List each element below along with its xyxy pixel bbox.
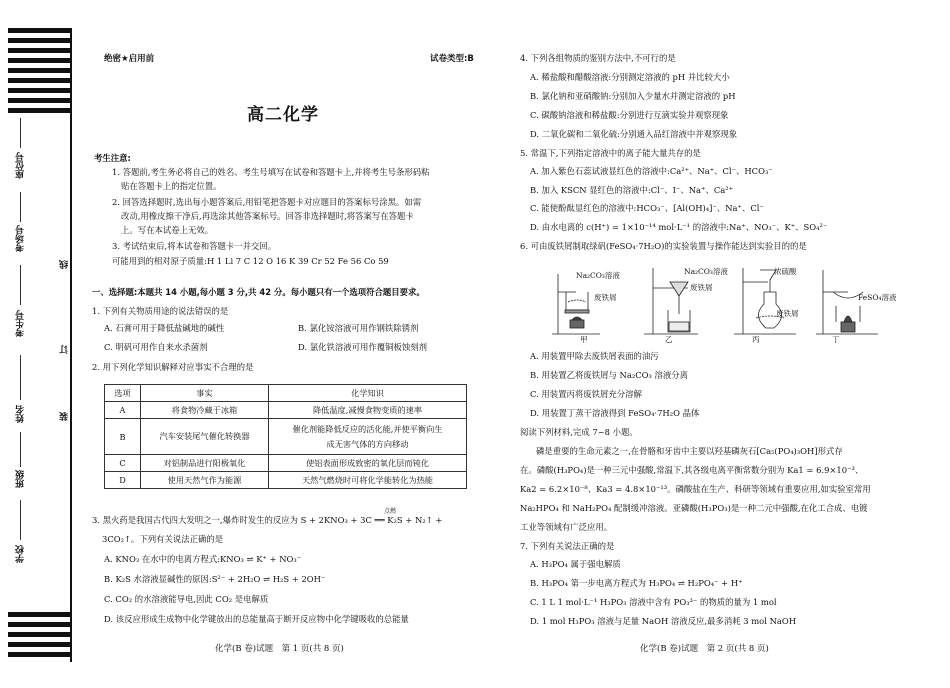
page-title: 高二化学 — [247, 105, 319, 125]
q4-option-a: A. 稀盐酸和醋酸溶液:分别测定溶液的 pH 并比较大小 — [530, 72, 730, 82]
table-header: 选项 — [105, 385, 141, 402]
table-cell: 汽车安装尾气催化转换器 — [141, 419, 269, 455]
binding-strip — [0, 0, 75, 688]
q1-stem: 1. 下列有关物质用途的说法错误的是 — [92, 306, 229, 316]
student-number-label: 考生号 — [16, 310, 26, 337]
table-cell: 将食物冷藏于冰箱 — [141, 402, 269, 419]
table-cell: 催化剂能降低反应的活化能,并使平衡向生成无害气体的方向移动 — [269, 419, 467, 455]
notice-heading: 考生注意: — [94, 153, 131, 163]
notice-line: 贴在答题卡上的指定位置。 — [121, 181, 222, 191]
table-header: 化学知识 — [269, 385, 467, 402]
q5-stem: 5. 常温下,下列指定溶液中的离子能大量共存的是 — [520, 148, 701, 158]
table-row — [105, 472, 467, 489]
q5-option-b: B. 加入 KSCN 显红色的溶液中:Cl⁻、I⁻、Na⁺、Ca²⁺ — [530, 185, 734, 195]
q6-option-c: C. 用装置丙将废铁屑充分溶解 — [530, 389, 642, 399]
reagent-label: 浓硫酸 — [774, 267, 797, 276]
apparatus-label: 丁 — [832, 335, 840, 344]
section-heading: 一、选择题:本题共 14 小题,每小题 3 分,共 42 分。每小题只有一个选项符合题目要求。 — [92, 287, 425, 297]
table-cell: C — [105, 455, 141, 472]
q5-option-d: D. 由水电离的 c(H⁺) = 1×10⁻¹⁴ mol·L⁻¹ 的溶液中:Na⁺、NO₃⁻、K⁺、SO₄²⁻ — [530, 222, 828, 232]
q1-option-c: C. 明矾可用作自来水杀菌剂 — [104, 342, 208, 352]
seat-number-label: 座位号 — [16, 152, 26, 179]
apparatus-bing — [734, 268, 796, 334]
name-line — [20, 355, 21, 400]
q7-option-a: A. H₃PO₄ 属于强电解质 — [530, 559, 621, 569]
table-row — [105, 419, 467, 455]
passage-line: Na₂HPO₄ 和 NaH₂PO₄ 配制缓冲溶液。亚磷酸(H₃PO₃)是一种二元中强酸,在化工合成、电镀 — [520, 503, 868, 513]
q3-option-a: A. KNO₃ 在水中的电离方程式:KNO₃ ⇌ K⁺ + NO₃⁻ — [104, 554, 302, 564]
q1-option-d: D. 氯化铁溶液可用作覆铜板蚀刻剂 — [298, 342, 427, 352]
notice-line: 1. 答题前,考生务必将自己的姓名、考生号填写在试卷和答题卡上,并将考生号条形码粘 — [112, 167, 430, 177]
binding-stripes-bottom — [8, 612, 70, 662]
reagent-label: Na₂CO₃溶液 — [684, 267, 728, 276]
passage-line: 工业等领域有广泛应用。 — [520, 522, 613, 532]
reagent-label: Na₂CO₃溶液 — [576, 271, 620, 280]
apparatus-label: 丙 — [752, 335, 760, 344]
notice-line: 改动,用橡皮擦干净后,再选涂其他答案标号。回答非选择题时,将答案写在答题卡 — [121, 211, 414, 221]
q5-option-a: A. 加入紫色石蕊试液显红色的溶液中:Ca²⁺、Na⁺、Cl⁻、HCO₃⁻ — [530, 166, 773, 176]
paper-type: 试卷类型:B — [430, 54, 474, 64]
q3-stem: 3. 黑火药是我国古代四大发明之一,爆炸时发生的反应为 S + 2KNO₃ + 3C ══ K₂S + N₂↑ + — [92, 515, 443, 525]
q3-option-b: B. K₂S 水溶液显碱性的原因:S²⁻ + 2H₂O ⇌ H₂S + 2OH⁻ — [104, 574, 326, 584]
q3-stem-cont: 3CO₂↑。下列有关说法正确的是 — [102, 534, 224, 544]
school-line — [20, 500, 21, 540]
exam-room-line — [20, 192, 21, 222]
passage-intro: 阅读下列材料,完成 7~8 小题。 — [520, 427, 638, 437]
table-cell: 使铝表面形成致密的氧化层而钝化 — [269, 455, 467, 472]
line-mark: 线 — [60, 260, 70, 269]
binding-stripes-top — [8, 28, 70, 113]
q6-option-d: D. 用装置丁蒸干溶液得到 FeSO₄·7H₂O 晶体 — [530, 408, 700, 418]
secret-label: 绝密★启用前 — [104, 54, 155, 64]
q7-option-b: B. H₃PO₄ 第一步电离方程式为 H₃PO₄ ⇌ H₂PO₄⁻ + H⁺ — [530, 578, 743, 588]
q2-stem: 2. 用下列化学知识解释对应事实不合理的是 — [92, 362, 254, 372]
passage-line: 磷是重要的生命元素之一,在骨骼和牙齿中主要以羟基磷灰石[Ca₅(PO₄)₃OH]形式存 — [536, 446, 843, 456]
q4-option-b: B. 氯化钠和亚硝酸钠:分别加入少量水并测定溶液的 pH — [530, 91, 736, 101]
page1-footer: 化学(B 卷)试题 第 1 页(共 8 页) — [215, 644, 344, 654]
table-cell: 使用天然气作为能源 — [141, 472, 269, 489]
q6-stem: 6. 可由废铁屑制取绿矾(FeSO₄·7H₂O)的实验装置与操作能达到实验目的的是 — [520, 241, 807, 251]
table-cell: B — [105, 419, 141, 455]
q3-condition: 点燃 — [384, 508, 397, 515]
q7-stem: 7. 下列有关说法正确的是 — [520, 541, 615, 551]
q4-stem: 4. 下列各组物质的鉴别方法中,不可行的是 — [520, 53, 676, 63]
apparatus-yi — [644, 268, 698, 334]
exam-room-label: 考场号 — [16, 225, 26, 252]
notice-line: 上。写在本试卷上无效。 — [121, 225, 214, 235]
q6-option-b: B. 用装置乙将废铁屑与 Na₂CO₃ 溶液分离 — [530, 370, 688, 380]
page2-footer: 化学(B 卷)试题 第 2 页(共 8 页) — [640, 644, 769, 654]
reagent-label: 废铁屑 — [690, 283, 713, 292]
q3-option-c: C. CO₂ 的水溶液能导电,因此 CO₂ 是电解质 — [104, 594, 269, 604]
table-cell: 天然气燃烧时可将化学能转化为热能 — [269, 472, 467, 489]
name-label: 姓名 — [16, 405, 26, 423]
school-label: 学校 — [16, 545, 26, 563]
bind-mark: 装 — [60, 412, 70, 421]
atomic-masses: 可能用到的相对原子质量:H 1 Li 7 C 12 O 16 K 39 Cr 52 Fe 56 Co 59 — [112, 256, 389, 266]
table-cell: 对铝制品进行阳极氧化 — [141, 455, 269, 472]
reagent-label: 废铁屑 — [776, 309, 799, 318]
q7-option-c: C. 1 L 1 mol·L⁻¹ H₃PO₃ 溶液中含有 PO₃³⁻ 的物质的量为 1 mol — [530, 597, 777, 607]
q5-option-c: C. 能使酚酞显红色的溶液中:HCO₃⁻、[Al(OH)₄]⁻、Na⁺、Cl⁻ — [530, 203, 764, 213]
student-number-line — [20, 265, 21, 305]
q4-option-c: C. 碳酸钠溶液和稀盐酸:分别进行互滴实验并观察现象 — [530, 110, 729, 120]
q1-option-a: A. 石膏可用于降低盐碱地的碱性 — [104, 323, 225, 333]
table-row — [105, 455, 467, 472]
apparatus-jia — [552, 274, 600, 334]
class-line — [20, 432, 21, 467]
table-row — [105, 402, 467, 419]
table-header: 事实 — [141, 385, 269, 402]
reagent-label: FeSO₄溶液 — [858, 293, 897, 302]
apparatus-label: 甲 — [580, 335, 588, 344]
notice-line: 3. 考试结束后,将本试卷和答题卡一并交回。 — [112, 241, 277, 251]
order-mark: 订 — [60, 345, 70, 354]
q1-option-b: B. 氯化铵溶液可用作钢铁除锈剂 — [298, 323, 419, 333]
seat-number-line — [20, 118, 21, 148]
passage-line: Ka2 = 6.2×10⁻⁸、Ka3 = 4.8×10⁻¹³。磷酸盐在生产、科研等领域有重要应用,如实验室常用 — [520, 484, 871, 494]
q7-option-d: D. 1 mol H₃PO₃ 溶液与足量 NaOH 溶液反应,最多消耗 3 mol NaOH — [530, 616, 797, 626]
q3-option-d: D. 该反应形成生成物中化学键放出的总能量高于断开反应物中化学键吸收的总能量 — [104, 614, 409, 624]
table-cell: D — [105, 472, 141, 489]
q6-option-a: A. 用装置甲除去废铁屑表面的油污 — [530, 351, 659, 361]
table-cell: 降低温度,减慢食物变质的速率 — [269, 402, 467, 419]
q4-option-d: D. 二氧化碳和二氧化硫:分别通入品红溶液中并观察现象 — [530, 129, 738, 139]
table-cell: A — [105, 402, 141, 419]
class-label: 班级 — [16, 470, 26, 488]
apparatus-label: 乙 — [665, 335, 673, 344]
reagent-label: 废铁屑 — [594, 293, 617, 302]
q2-table — [104, 384, 467, 489]
passage-line: 在。磷酸(H₃PO₄)是一种三元中强酸,常温下,其各级电离平衡常数分别为 Ka1 = 6.9×10⁻³、 — [520, 465, 864, 475]
notice-line: 2. 回答选择题时,选出每小题答案后,用铅笔把答题卡对应题目的答案标号涂黑。如需 — [112, 197, 422, 207]
